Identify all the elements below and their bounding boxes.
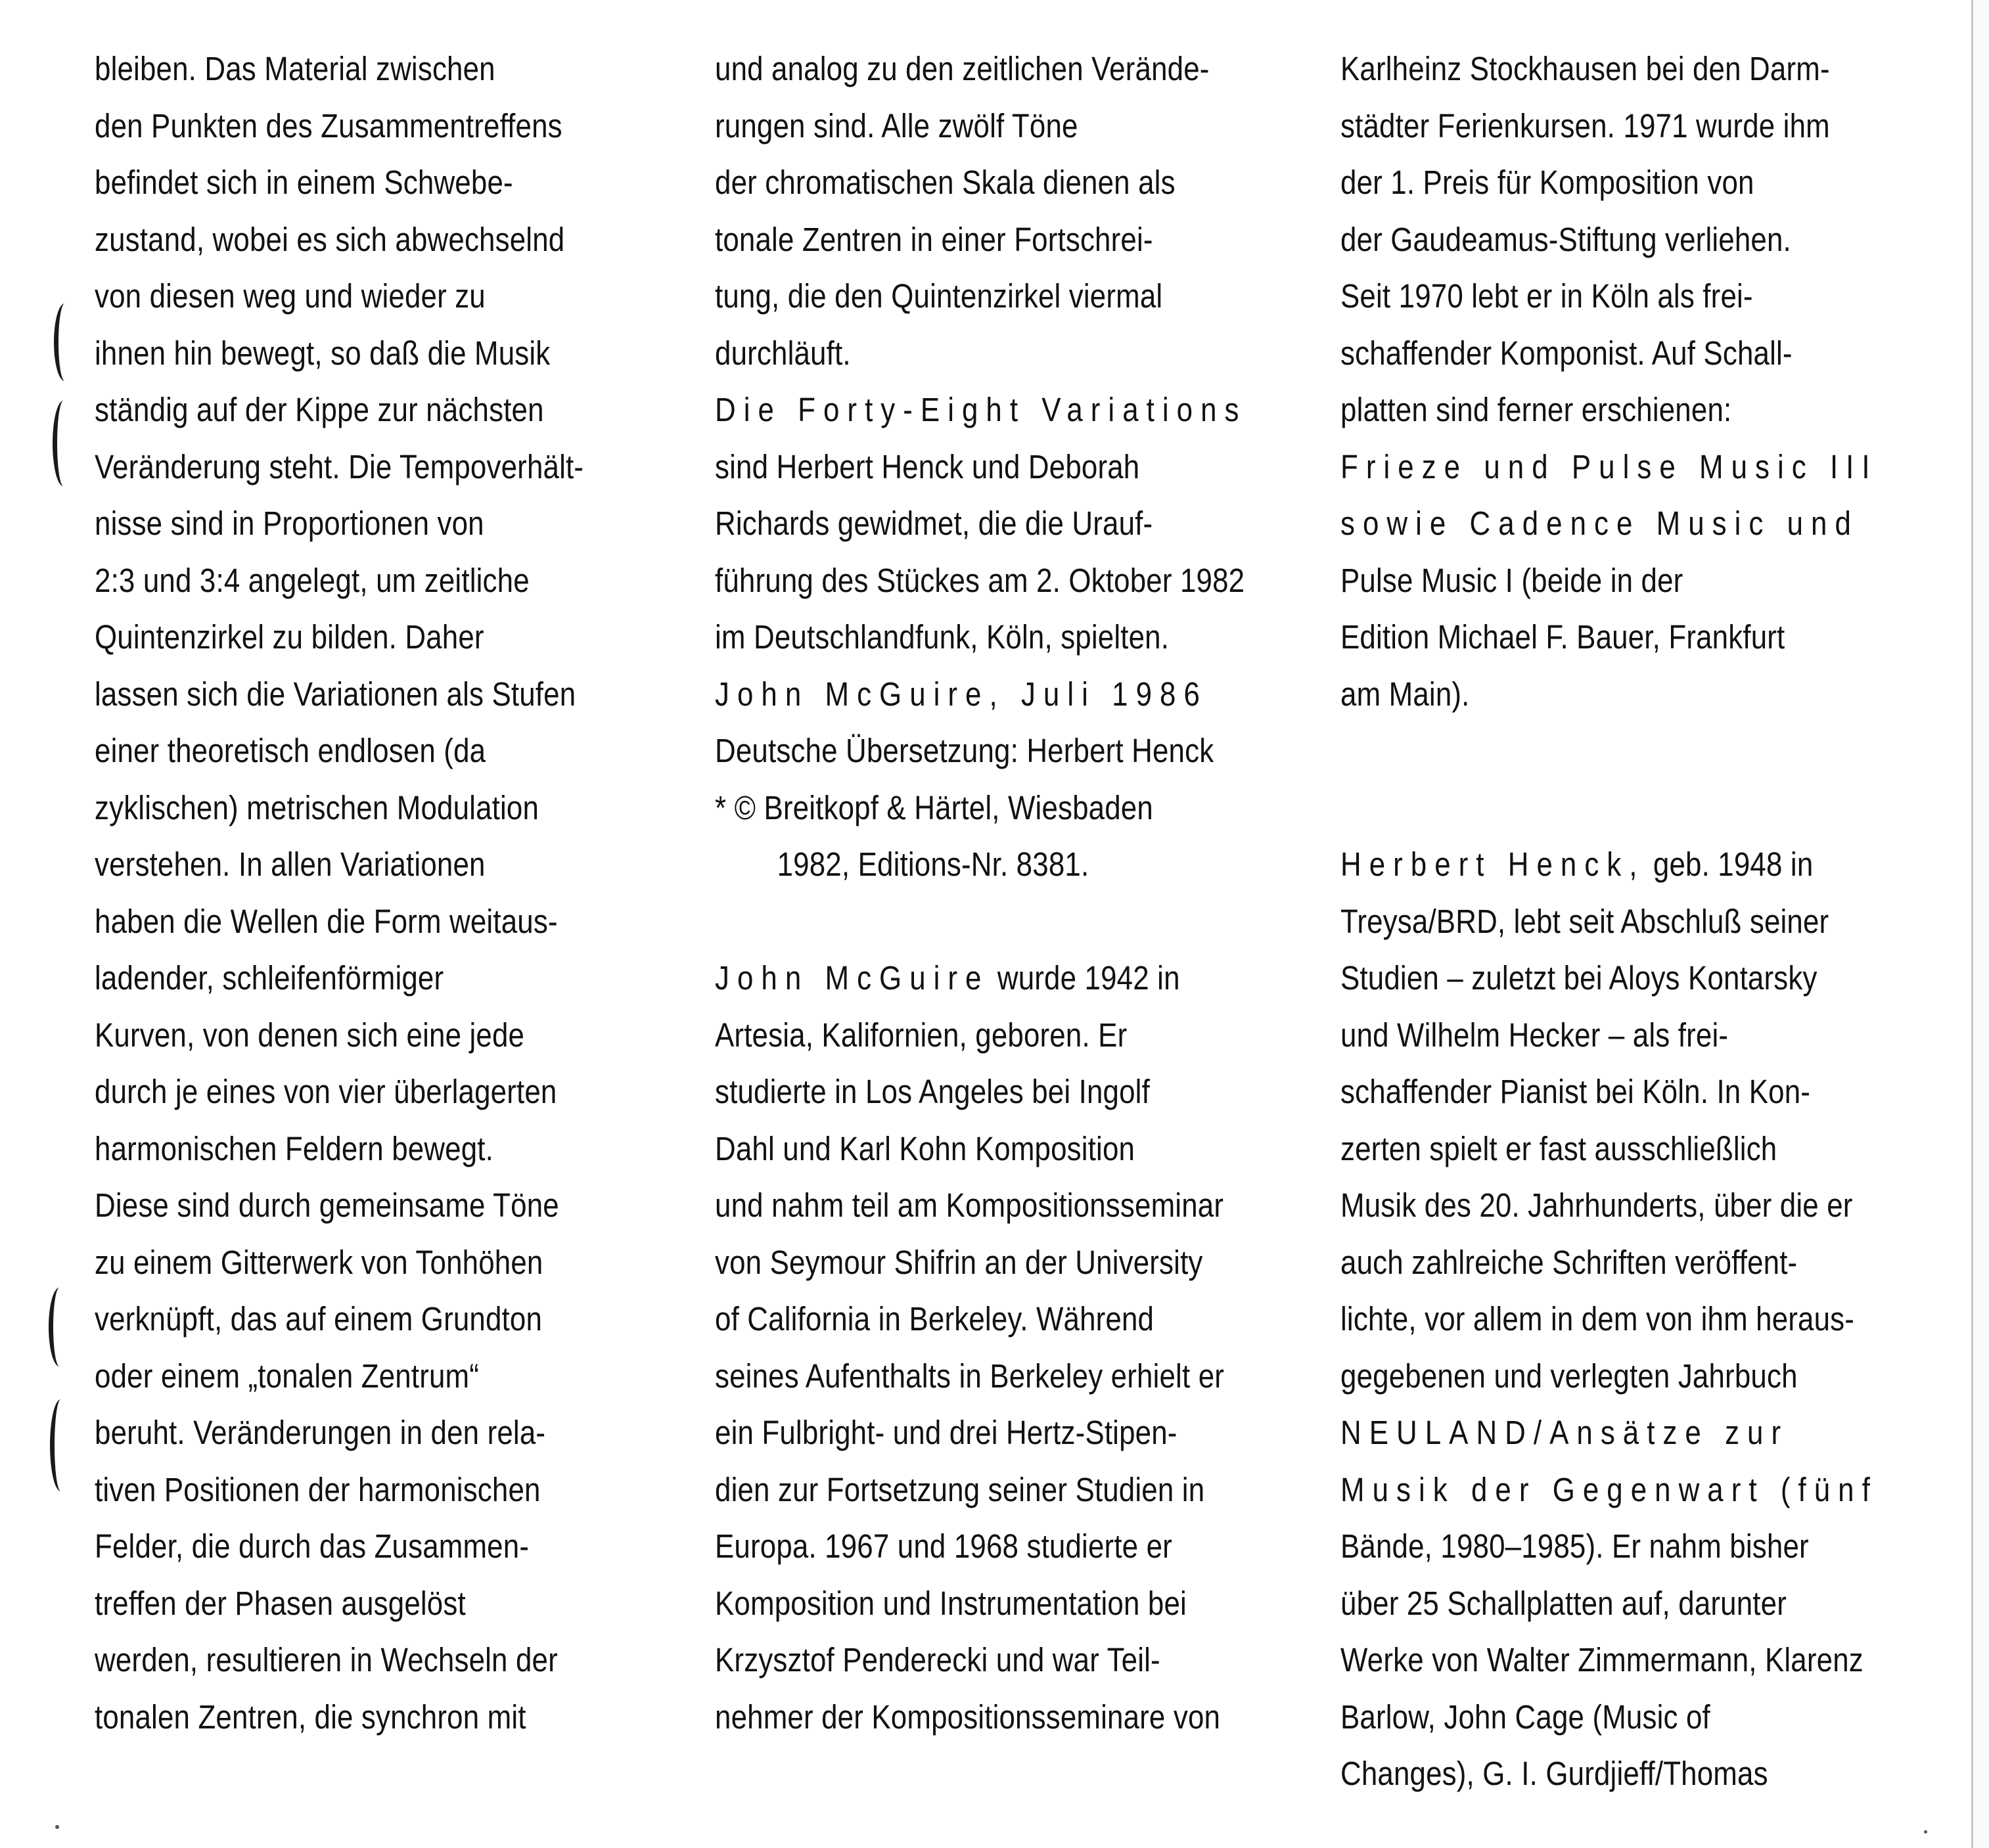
text-line: tung, die den Quintenzirkel viermal bbox=[715, 277, 1163, 315]
text-line: führung des Stückes am 2. Oktober 1982 bbox=[715, 561, 1245, 599]
text-line: gegebenen und verlegten Jahrbuch bbox=[1340, 1357, 1798, 1395]
text-line: Edition Michael F. Bauer, Frankfurt bbox=[1340, 618, 1785, 656]
text-line: Richards gewidmet, die die Urauf- bbox=[715, 505, 1153, 542]
text-line: tonalen Zentren, die synchron mit bbox=[95, 1698, 526, 1736]
bio-heading-line bbox=[715, 950, 1246, 1007]
text-line: Studien – zuletzt bei Aloys Kontarsky bbox=[1340, 959, 1818, 997]
text-line: im Deutschlandfunk, Köln, spielten. bbox=[715, 618, 1170, 656]
publication-title-line: Musik der Gegenwart (fünf bbox=[1340, 1470, 1878, 1508]
text-line: Artesia, Kalifornien, geboren. Er bbox=[715, 1016, 1128, 1054]
text-line: Kurven, von denen sich eine jede bbox=[95, 1016, 525, 1054]
paragraph-gap bbox=[715, 893, 1333, 951]
text-line: verstehen. In allen Variationen bbox=[95, 845, 486, 883]
text-line: schaffender Pianist bei Köln. In Kon- bbox=[1340, 1073, 1811, 1110]
text-line: platten sind ferner erschienen: bbox=[1340, 391, 1732, 428]
text-line: tiven Positionen der harmonischen bbox=[95, 1470, 541, 1508]
text-line: of California in Berkeley. Während bbox=[715, 1300, 1155, 1338]
work-title-line: Pulse Music I (beide in der bbox=[1340, 561, 1683, 599]
text-column-3 bbox=[1340, 41, 1965, 1803]
text-line: von diesen weg und wieder zu bbox=[95, 277, 486, 315]
text-line: zyklischen) metrischen Modulation bbox=[95, 788, 539, 826]
text-line: Diese sind durch gemeinsame Töne bbox=[95, 1186, 559, 1224]
text-line: Bände, 1980–1985). Er nahm bisher bbox=[1340, 1527, 1809, 1565]
text-line: städter Ferienkursen. 1971 wurde ihm bbox=[1340, 106, 1830, 145]
text-line: Europa. 1967 und 1968 studierte er bbox=[715, 1527, 1172, 1565]
text-line: lassen sich die Variationen als Stufen bbox=[95, 675, 576, 713]
pianist-name: Herbert Henck, bbox=[1340, 845, 1645, 883]
text-line: durch je eines von vier überlagerten bbox=[95, 1073, 557, 1110]
publication-title-line: NEULAND/Ansätze zur bbox=[1340, 1414, 1789, 1451]
text-line: dien zur Fortsetzung seiner Studien in bbox=[715, 1470, 1205, 1508]
text-line: Krzysztof Penderecki und war Teil- bbox=[715, 1641, 1160, 1679]
text-column-1 bbox=[95, 41, 663, 1746]
text-line: nehmer der Kompositionsseminare von bbox=[715, 1698, 1221, 1736]
binding-stitch-mark bbox=[49, 1288, 70, 1366]
binding-stitch-mark bbox=[54, 304, 76, 381]
text-line: Karlheinz Stockhausen bei den Darm- bbox=[1340, 50, 1830, 87]
text-line: über 25 Schallplatten auf, darunter bbox=[1340, 1584, 1787, 1622]
work-title-line: Die Forty-Eight Variations bbox=[715, 391, 1247, 428]
text-line: Seit 1970 lebt er in Köln als frei- bbox=[1340, 277, 1753, 315]
text-line: ladender, schleifenförmiger bbox=[95, 959, 444, 997]
text-line: der 1. Preis für Komposition von bbox=[1340, 164, 1754, 201]
text-line: zustand, wobei es sich abwechselnd bbox=[95, 220, 565, 258]
text-line: 2:3 und 3:4 angelegt, um zeitliche bbox=[95, 561, 530, 599]
copyright-line: * © Breitkopf & Härtel, Wiesbaden bbox=[715, 788, 1153, 826]
text-column-2 bbox=[715, 41, 1333, 1746]
text-line: harmonischen Feldern bewegt. bbox=[95, 1129, 494, 1167]
text-line: und Wilhelm Hecker – als frei- bbox=[1340, 1016, 1729, 1054]
text-line: durchläuft. bbox=[715, 334, 851, 372]
text-line: seines Aufenthalts in Berkeley erhielt er bbox=[715, 1357, 1225, 1395]
text-line: Werke von Walter Zimmermann, Klarenz bbox=[1340, 1641, 1863, 1679]
text-line: verknüpft, das auf einem Grundton bbox=[95, 1300, 543, 1338]
text-line: tonale Zentren in einer Fortschrei- bbox=[715, 220, 1153, 258]
text-line: auch zahlreiche Schriften veröffent- bbox=[1340, 1243, 1798, 1281]
text-line: studierte in Los Angeles bei Ingolf bbox=[715, 1073, 1150, 1110]
text-line: Quintenzirkel zu bilden. Daher bbox=[95, 618, 484, 656]
text-line: ständig auf der Kippe zur nächsten bbox=[95, 391, 544, 428]
text-line: sind Herbert Henck und Deborah bbox=[715, 447, 1140, 485]
text-fragment: wurde 1942 in bbox=[997, 959, 1180, 997]
text-line: Komposition und Instrumentation bei bbox=[715, 1584, 1187, 1622]
translator-line: Deutsche Übersetzung: Herbert Henck bbox=[715, 732, 1214, 769]
author-signature-line: John McGuire, Juli 1986 bbox=[715, 675, 1208, 713]
copyright-line: 1982, Editions-Nr. 8381. bbox=[777, 845, 1089, 883]
paragraph-gap bbox=[1340, 780, 1965, 837]
scan-speck bbox=[55, 1825, 59, 1829]
text-line: Felder, die durch das Zusammen- bbox=[95, 1527, 530, 1565]
text-line: nisse sind in Proportionen von bbox=[95, 505, 484, 542]
text-line: haben die Wellen die Form weitaus- bbox=[95, 902, 558, 940]
text-line: oder einem „tonalen Zentrum“ bbox=[95, 1357, 480, 1395]
binding-stitch-mark bbox=[50, 1399, 72, 1491]
text-line: lichte, vor allem in dem von ihm heraus- bbox=[1340, 1300, 1855, 1338]
text-line: Dahl und Karl Kohn Komposition bbox=[715, 1129, 1135, 1167]
text-line: bleiben. Das Material zwischen bbox=[95, 50, 495, 87]
text-line: den Punkten des Zusammentreffens bbox=[95, 106, 562, 145]
text-line: Treysa/BRD, lebt seit Abschluß seiner bbox=[1340, 902, 1829, 940]
text-line: und nahm teil am Kompositionsseminar bbox=[715, 1186, 1224, 1224]
text-line: ihnen hin bewegt, so daß die Musik bbox=[95, 334, 551, 372]
work-title-line: sowie Cadence Music und bbox=[1340, 505, 1859, 542]
page-edge bbox=[1971, 0, 1989, 1848]
text-line: am Main). bbox=[1340, 675, 1470, 713]
text-line: von Seymour Shifrin an der University bbox=[715, 1243, 1203, 1281]
text-line: einer theoretisch endlosen (da bbox=[95, 732, 486, 769]
bio-heading-line bbox=[1340, 836, 1878, 893]
text-line: befindet sich in einem Schwebe- bbox=[95, 164, 513, 201]
text-line: beruht. Veränderungen in den rela- bbox=[95, 1414, 546, 1451]
text-line: zu einem Gitterwerk von Tonhöhen bbox=[95, 1243, 543, 1281]
text-line: schaffender Komponist. Auf Schall- bbox=[1340, 334, 1793, 372]
text-line: Changes), G. I. Gurdjieff/Thomas bbox=[1340, 1755, 1768, 1792]
paragraph-gap bbox=[1340, 723, 1965, 780]
binding-stitch-mark bbox=[53, 401, 74, 486]
composer-name: John McGuire bbox=[715, 959, 990, 997]
text-line: ein Fulbright- und drei Hertz-Stipen- bbox=[715, 1414, 1177, 1451]
text-line: treffen der Phasen ausgelöst bbox=[95, 1584, 466, 1622]
work-title-line: Frieze und Pulse Music III bbox=[1340, 447, 1878, 485]
scan-speck bbox=[1924, 1830, 1927, 1834]
text-line: werden, resultieren in Wechseln der bbox=[95, 1641, 558, 1679]
text-line: der chromatischen Skala dienen als bbox=[715, 164, 1176, 201]
text-line: Barlow, John Cage (Music of bbox=[1340, 1698, 1710, 1736]
text-line: rungen sind. Alle zwölf Töne bbox=[715, 106, 1078, 145]
text-line: der Gaudeamus-Stiftung verliehen. bbox=[1340, 220, 1791, 258]
text-line: und analog zu den zeitlichen Verände- bbox=[715, 50, 1210, 87]
text-line: Musik des 20. Jahrhunderts, über die er bbox=[1340, 1186, 1853, 1224]
text-line: zerten spielt er fast ausschließlich bbox=[1340, 1129, 1777, 1167]
text-line: Veränderung steht. Die Tempoverhält- bbox=[95, 447, 584, 485]
text-fragment: geb. 1948 in bbox=[1653, 845, 1814, 883]
